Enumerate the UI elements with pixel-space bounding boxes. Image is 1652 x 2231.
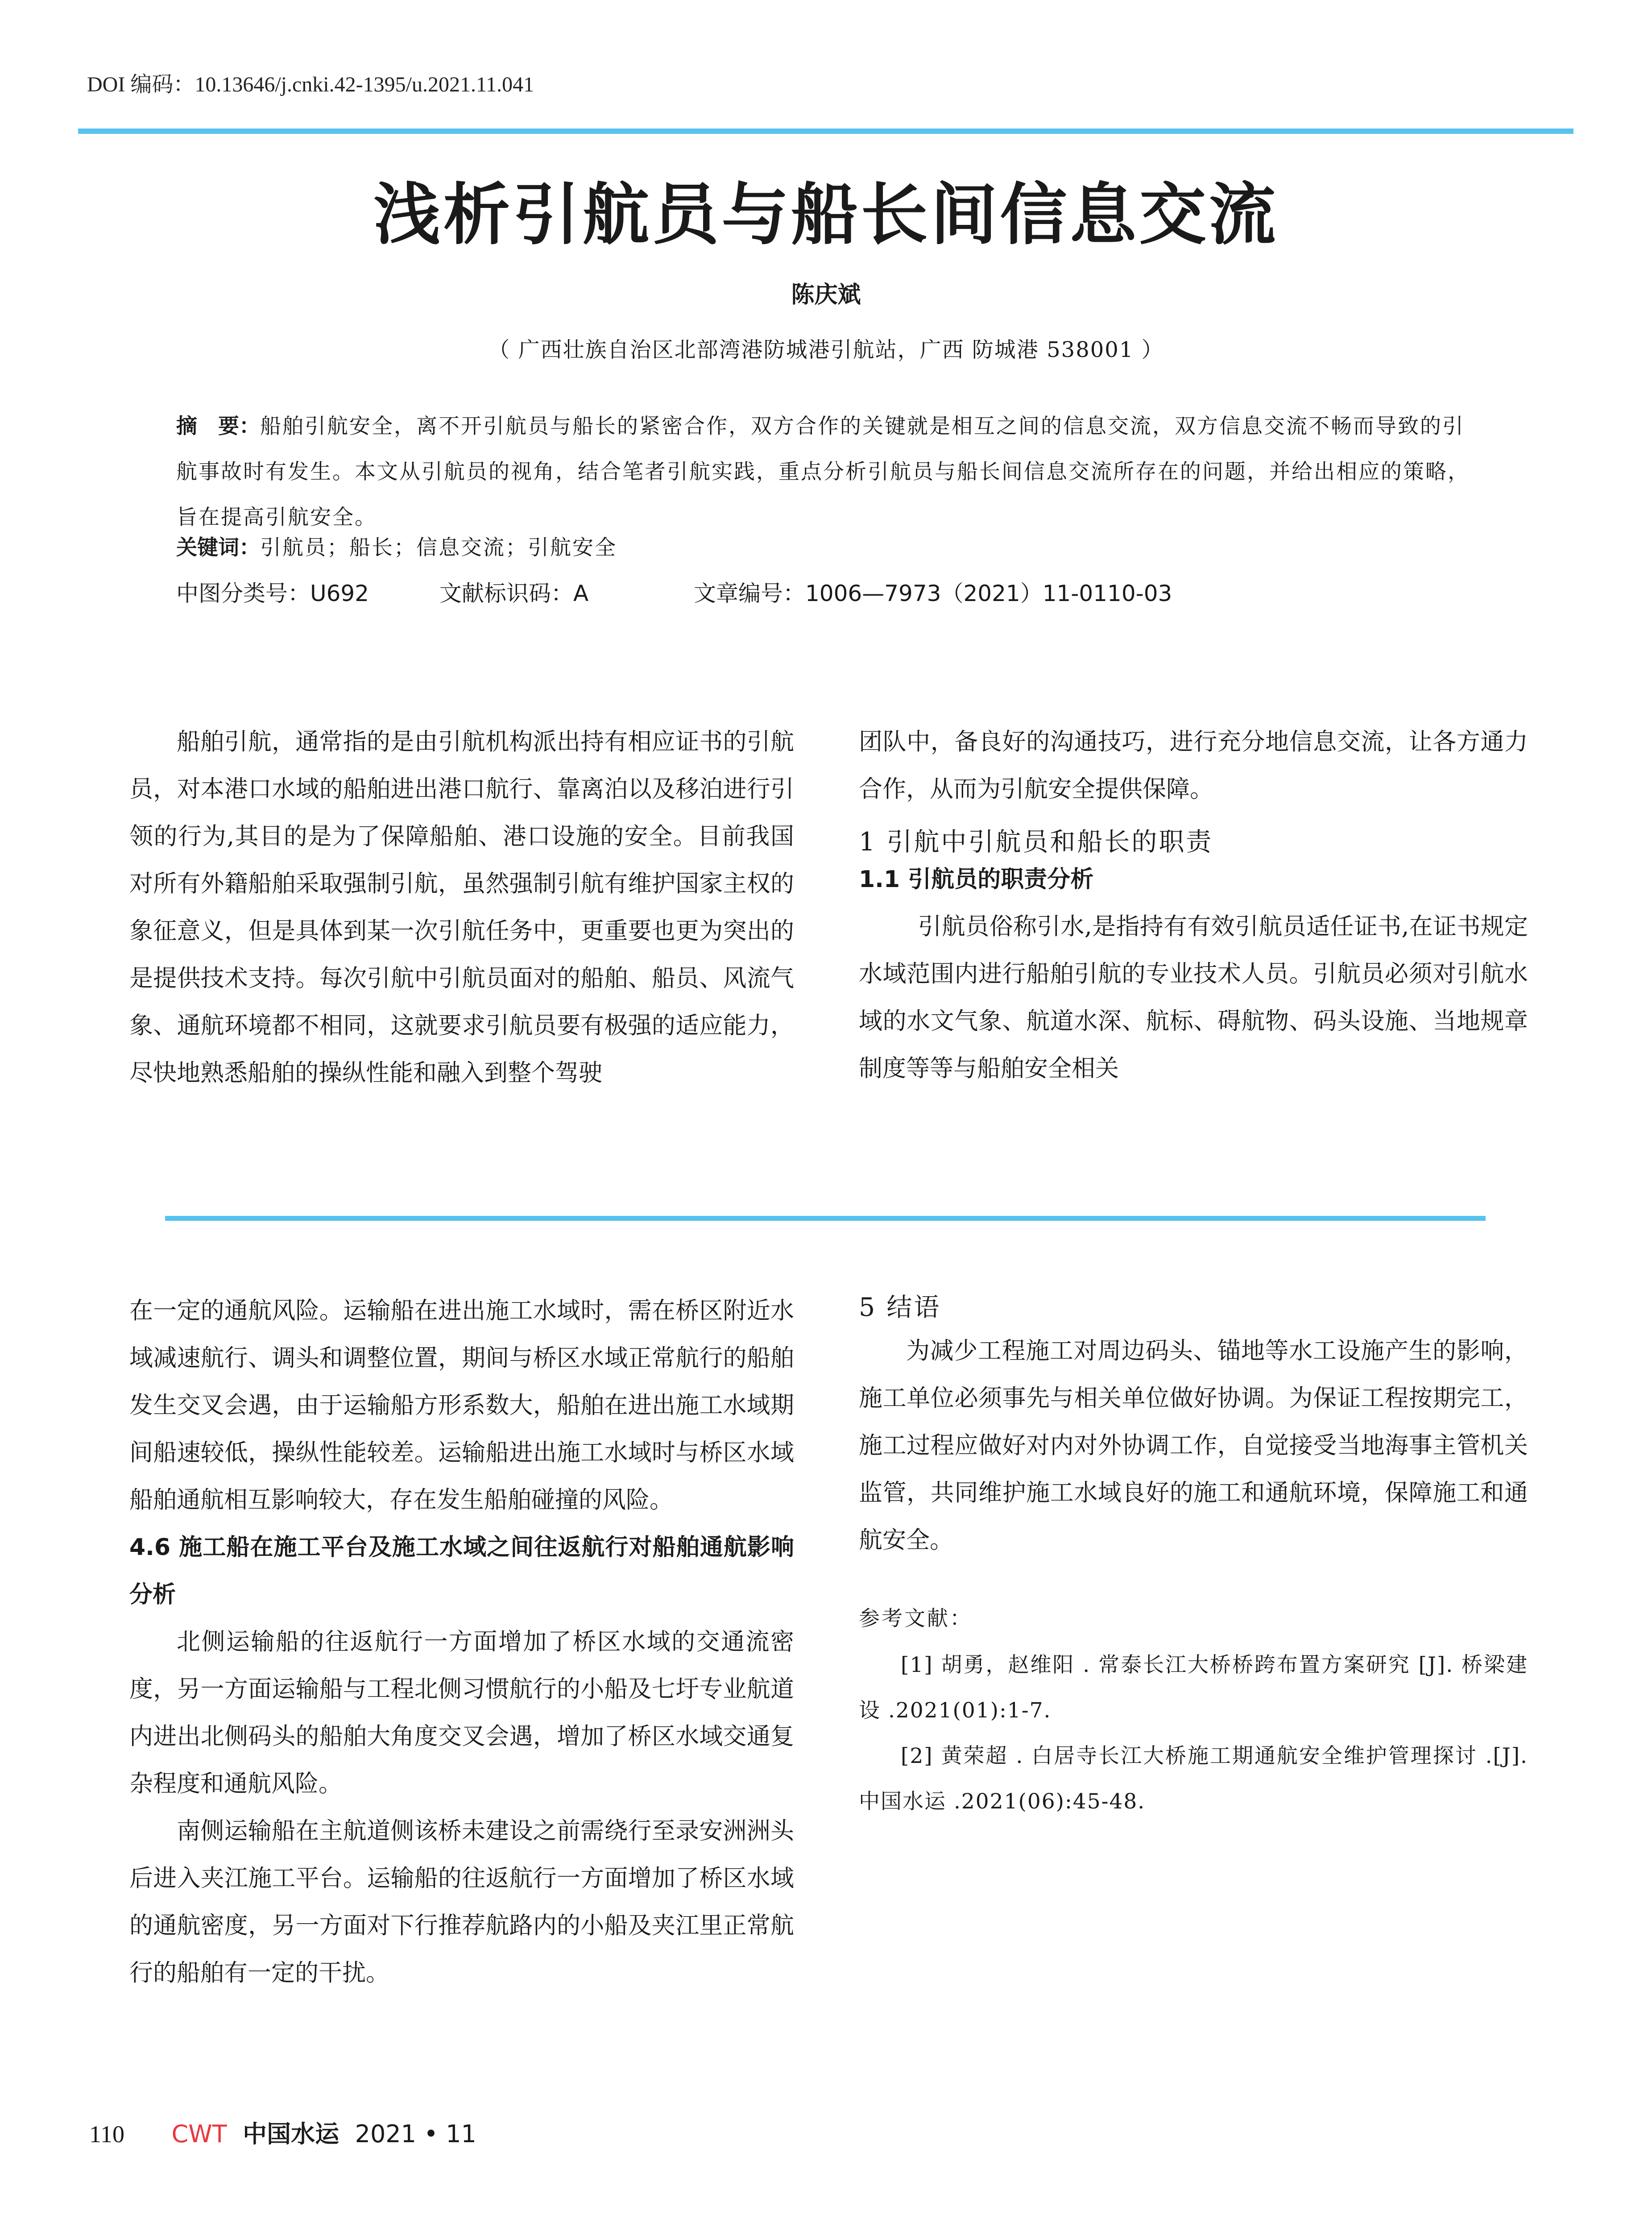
subsection-heading: 1.1 引航员的职责分析 [859, 866, 1094, 893]
section-divider [165, 1216, 1486, 1221]
section-heading: 5 结语 [859, 1293, 941, 1322]
clc-number: 中图分类号：U692 [176, 581, 369, 606]
keywords-text: 引航员；船长；信息交流；引航安全 [260, 535, 617, 560]
top-rule [78, 129, 1573, 134]
journal-brand: CWT [171, 2120, 227, 2148]
subsection-heading: 4.6 施工船在施工平台及施工水域之间往返航行对船舶通航影响分析 [129, 1534, 794, 1608]
paragraph: 北侧运输船的往返航行一方面增加了桥区水域的交通流密度，另一方面运输船与工程北侧习惯航行的小船及七圩专业航道内进出北侧码头的船舶大角度交叉会遇，增加了桥区水域交通复杂程度和通航风险。 [129, 1628, 794, 1797]
bottom-left-column [129, 1287, 794, 1997]
paragraph: 在一定的通航风险。运输船在进出施工水域时，需在桥区附近水域减速航行、调头和调整位置，期间与桥区水域正常航行的船舶发生交叉会遇，由于运输船方形系数大，船舶在进出施工水域期间船速较低，操纵性能较差。运输船进出施工水域时与桥区水域船舶通航相互影响较大，存在发生船舶碰撞的风险。 [129, 1297, 794, 1514]
bottom-right-column [859, 1287, 1528, 1825]
author-affiliation: （ 广西壮族自治区北部湾港防城港引航站，广西 防城港 538001 ） [488, 337, 1164, 362]
references-heading: 参考文献： [859, 1606, 973, 1631]
document-code: 文献标识码：A [439, 581, 589, 606]
abstract [176, 404, 1483, 540]
paragraph: 引航员俗称引水,是指持有有效引航员适任证书,在证书规定水域范围内进行船舶引航的专业技术人员。引航员必须对引航水域的水文气象、航道水深、航标、碍航物、码头设施、当地规章制度等等与船舶安全相关 [859, 913, 1528, 1082]
keywords-label: 关键词： [176, 535, 260, 560]
section-heading: 1 引航中引航员和船长的职责 [859, 827, 1213, 857]
paragraph: 团队中，备良好的沟通技巧，进行充分地信息交流，让各方通力合作，从而为引航安全提供保障。 [859, 728, 1528, 803]
page-footer [89, 2115, 486, 2149]
abstract-text: 船舶引航安全，离不开引航员与船长的紧密合作，双方合作的关键就是相互之间的信息交流，双方信息交流不畅而导致的引航事故时有发生。本文从引航员的视角，结合笔者引航实践，重点分析引航员与船长间信息交流所存在的问题，并给出相应的策略，旨在提高引航安全。 [176, 414, 1470, 530]
reference-item: [2] 黄荣超 . 白居寺长江大桥施工期通航安全维护管理探讨 .[J]. 中国水运 .2021(06):45-48. [859, 1744, 1528, 1814]
journal-name: 中国水运 [243, 2119, 340, 2148]
page-number: 110 [89, 2121, 124, 2148]
top-left-column [129, 718, 794, 1097]
top-right-column [859, 718, 1528, 1092]
reference-item: [1] 胡勇，赵维阳 . 常泰长江大桥桥跨布置方案研究 [J]. 桥梁建设 .2021(01):1-7. [859, 1653, 1528, 1723]
article-author: 陈庆斌 [791, 282, 861, 308]
doi-line: DOI 编码：10.13646/j.cnki.42-1395/u.2021.11.041 [87, 73, 534, 96]
paragraph: 船舶引航，通常指的是由引航机构派出持有相应证书的引航员，对本港口水域的船舶进出港口航行、靠离泊以及移泊进行引领的行为,其目的是为了保障船舶、港口设施的安全。目前我国对所有外籍船舶采取强制引航，虽然强制引航有维护国家主权的象征意义，但是具体到某一次引航任务中，更重要也更为突出的是提供技术支持。每次引航中引航员面对的船舶、船员、风流气象、通航环境都不相同，这就要求引航员要有极强的适应能力，尽快地熟悉船舶的操纵性能和融入到整个驾驶 [129, 728, 794, 1086]
article-number: 文章编号：1006—7973（2021）11-0110-03 [694, 581, 1172, 606]
keywords [176, 531, 1483, 561]
article-title: 浅析引航员与船长间信息交流 [373, 175, 1279, 254]
paragraph: 南侧运输船在主航道侧该桥未建设之前需绕行至录安洲洲头后进入夹江施工平台。运输船的往返航行一方面增加了桥区水域的通航密度，另一方面对下行推荐航路内的小船及夹江里正常航行的船舶有一定的干扰。 [129, 1817, 794, 1986]
paragraph: 为减少工程施工对周边码头、锚地等水工设施产生的影响，施工单位必须事先与相关单位做好协调。为保证工程按期完工，施工过程应做好对内对外协调工作，自觉接受当地海事主管机关监管，共同维护施工水域良好的施工和通航环境，保障施工和通航安全。 [859, 1337, 1528, 1554]
abstract-label: 摘 要： [176, 414, 260, 439]
journal-issue: 2021 • 11 [355, 2120, 476, 2148]
